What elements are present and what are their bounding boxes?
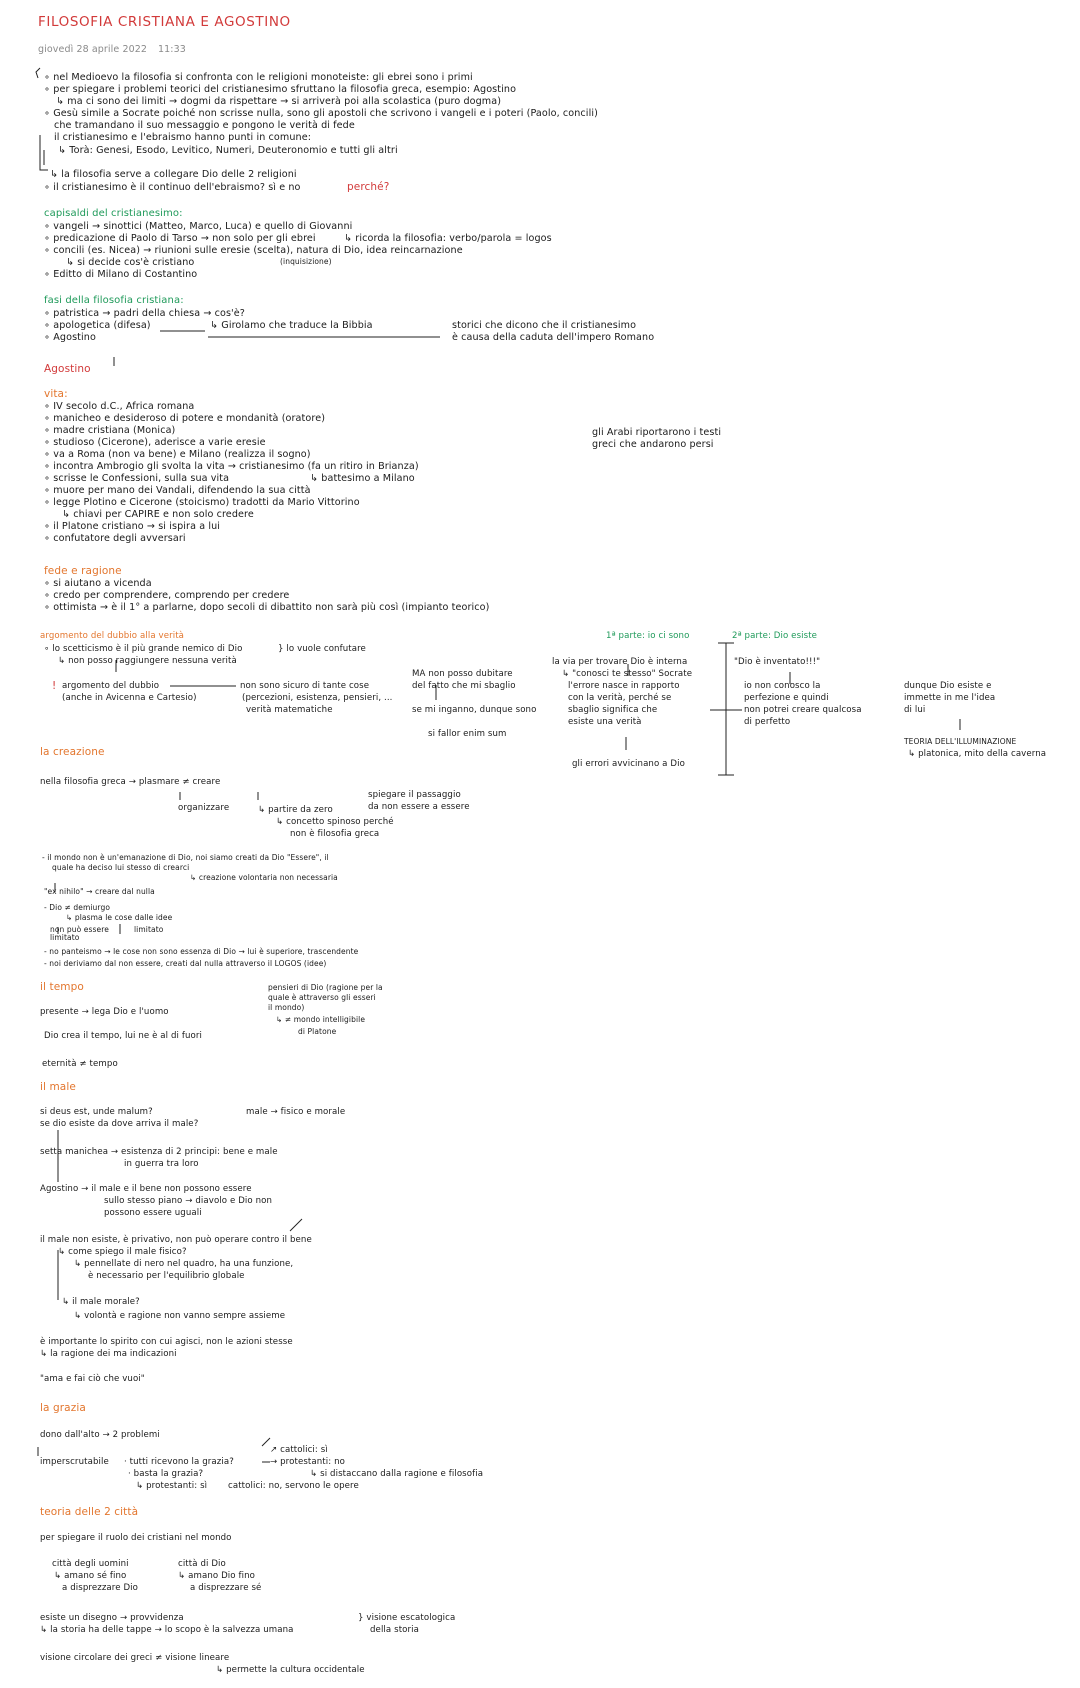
citta-line: a disprezzare sé xyxy=(190,1583,262,1593)
vita-line: ∘ il Platone cristiano → si ispira a lui xyxy=(44,521,221,532)
creazione-line: organizzare xyxy=(178,803,230,813)
dubbio-line: verità matematiche xyxy=(246,705,333,715)
intro-line: ↳ ma ci sono dei limiti → dogmi da rispettare → si arriverà poi alla scolastica (puro dogma) xyxy=(56,96,502,107)
citta-line: ↳ la storia ha delle tappe → lo scopo è la salvezza umana xyxy=(40,1625,294,1635)
grazia-line: imperscrutabile xyxy=(40,1457,109,1467)
male-line: ↳ pennellate di nero nel quadro, ha una funzione, xyxy=(74,1259,294,1269)
section-heading-citta: teoria delle 2 città xyxy=(40,1506,139,1518)
fasi-line: storici che dicono che il cristianesimo xyxy=(452,320,637,331)
dubbio-line: dunque Dio esiste e xyxy=(904,681,992,691)
creazione-line: - il mondo non è un'emanazione di Dio, noi siamo creati da Dio "Essere", il xyxy=(42,853,329,862)
creazione-line: non è filosofia greca xyxy=(290,829,380,839)
creazione-line: ↳ partire da zero xyxy=(258,805,333,815)
vita-line: ∘ confutatore degli avversari xyxy=(44,533,186,544)
grazia-line: ↳ protestanti: sì xyxy=(136,1481,208,1491)
intro-line: ↳ la filosofia serve a collegare Dio delle 2 religioni xyxy=(50,169,297,180)
citta-line: città degli uomini xyxy=(52,1559,129,1569)
citta-line: a disprezzare Dio xyxy=(62,1583,139,1593)
dubbio-line: l'errore nasce in rapporto xyxy=(568,681,680,691)
citta-line: città di Dio xyxy=(178,1559,226,1569)
citta-line: per spiegare il ruolo dei cristiani nel mondo xyxy=(40,1533,232,1543)
creazione-line: da non essere a essere xyxy=(368,802,470,812)
section-heading-agostino: Agostino xyxy=(44,363,91,375)
fasi-line: ∘ Agostino xyxy=(44,332,96,343)
male-line: in guerra tra loro xyxy=(124,1159,199,1169)
capisaldi-line: ∘ vangeli → sinottici (Matteo, Marco, Luca) e quello di Giovanni xyxy=(44,221,353,232)
capisaldi-note: (inquisizione) xyxy=(280,257,332,266)
dubbio-line: argomento del dubbio xyxy=(62,681,160,691)
dubbio-line: ↳ "conosci te stesso" Socrate xyxy=(562,669,693,679)
fasi-line: ∘ apologetica (difesa) xyxy=(44,320,151,331)
page-title: FILOSOFIA CRISTIANA E AGOSTINO xyxy=(38,14,291,30)
male-line: è importante lo spirito con cui agisci, non le azioni stesse xyxy=(40,1337,293,1347)
fasi-line: è causa della caduta dell'impero Romano xyxy=(452,332,655,343)
vita-line: ∘ madre cristiana (Monica) xyxy=(44,425,176,436)
capisaldi-line: ↳ ricorda la filosofia: verbo/parola = logos xyxy=(344,233,552,244)
section-heading-fasi: fasi della filosofia cristiana: xyxy=(44,295,184,306)
section-heading-capisaldi: capisaldi del cristianesimo: xyxy=(44,208,183,219)
dubbio-line: con la verità, perché se xyxy=(568,693,672,703)
dubbio-line: MA non posso dubitare xyxy=(412,669,513,679)
fede-line: ∘ si aiutano a vicenda xyxy=(44,578,152,589)
dubbio-line: non potrei creare qualcosa xyxy=(744,705,862,715)
dubbio-line: di perfetto xyxy=(744,717,791,727)
male-line: "ama e fai ciò che vuoi" xyxy=(40,1374,145,1384)
grazia-line: → protestanti: no xyxy=(270,1457,345,1467)
vita-line: ∘ incontra Ambrogio gli svolta la vita → cristianesimo (fa un ritiro in Brianza) xyxy=(44,461,419,472)
creazione-line: ↳ plasma le cose dalle idee xyxy=(66,913,173,922)
intro-line: il cristianesimo e l'ebraismo hanno punti in comune: xyxy=(54,132,312,143)
vita-line: ∘ scrisse le Confessioni, sulla sua vita xyxy=(44,473,230,484)
citta-line: ↳ amano Dio fino xyxy=(178,1571,255,1581)
creazione-line: - no panteismo → le cose non sono essenza di Dio → lui è superiore, trascendente xyxy=(44,947,359,956)
vita-line: ↳ chiavi per CAPIRE e non solo credere xyxy=(62,509,254,520)
section-heading-fede: fede e ragione xyxy=(44,565,122,577)
creazione-line: spiegare il passaggio xyxy=(368,790,461,800)
dubbio-line: immette in me l'idea xyxy=(904,693,996,703)
citta-line: ↳ amano sé fino xyxy=(54,1571,127,1581)
vita-line: ∘ studioso (Cicerone), aderisce a varie eresie xyxy=(44,437,266,448)
vita-line: ↳ battesimo a Milano xyxy=(310,473,415,484)
intro-question: perché? xyxy=(347,181,390,193)
male-line: se dio esiste da dove arriva il male? xyxy=(40,1119,199,1129)
citta-line: esiste un disegno → provvidenza xyxy=(40,1613,184,1623)
grazia-line: · basta la grazia? xyxy=(128,1469,204,1479)
creazione-line: non può essere xyxy=(50,925,109,934)
creazione-line: - Dio ≠ demiurgo xyxy=(44,903,111,912)
fasi-line: ↳ Girolamo che traduce la Bibbia xyxy=(210,320,373,331)
section-heading-vita: vita: xyxy=(44,388,68,400)
vita-line: ∘ muore per mano dei Vandali, difendendo la sua città xyxy=(44,485,311,496)
citta-line: visione circolare dei greci ≠ visione lineare xyxy=(40,1653,230,1663)
dubbio-line: del fatto che mi sbaglio xyxy=(412,681,516,691)
male-line: possono essere uguali xyxy=(104,1208,202,1218)
dubbio-line: (anche in Avicenna e Cartesio) xyxy=(62,693,197,703)
male-line: ↳ come spiego il male fisico? xyxy=(58,1247,187,1257)
vita-line: ∘ manicheo e desideroso di potere e mondanità (oratore) xyxy=(44,413,326,424)
fede-line: ∘ credo per comprendere, comprendo per credere xyxy=(44,590,290,601)
creazione-line: nella filosofia greca → plasmare ≠ creare xyxy=(40,777,221,787)
capisaldi-line: ∘ concili (es. Nicea) → riunioni sulle eresie (scelta), natura di Dio, idea reincarnazione xyxy=(44,245,463,256)
tempo-line: pensieri di Dio (ragione per la xyxy=(268,983,383,992)
tempo-line: presente → lega Dio e l'uomo xyxy=(40,1007,169,1017)
dubbio-line: perfezione e quindi xyxy=(744,693,829,703)
section-heading-grazia: la grazia xyxy=(40,1402,86,1414)
male-line: si deus est, unde malum? xyxy=(40,1107,153,1117)
intro-line: ↳ Torà: Genesi, Esodo, Levitico, Numeri, Deuteronomio e tutti gli altri xyxy=(58,145,398,156)
creazione-line: "ex nihilo" → creare dal nulla xyxy=(44,887,155,896)
section-heading-creazione: la creazione xyxy=(40,746,105,758)
grazia-line: dono dall'alto → 2 problemi xyxy=(40,1430,160,1440)
section-heading-male: il male xyxy=(40,1081,76,1093)
fede-line: ∘ ottimista → è il 1° a parlarne, dopo secoli di dibattito non sarà più così (impianto teorico) xyxy=(44,602,490,613)
grazia-line: ↳ si distaccano dalla ragione e filosofia xyxy=(310,1469,484,1479)
male-line: Agostino → il male e il bene non possono essere xyxy=(40,1184,252,1194)
dubbio-line: gli errori avvicinano a Dio xyxy=(572,759,685,769)
grazia-line: ↗ cattolici: sì xyxy=(270,1445,328,1455)
vita-side-note: gli Arabi riportarono i testi xyxy=(592,427,722,438)
male-line: ↳ il male morale? xyxy=(62,1297,140,1307)
capisaldi-line: ↳ si decide cos'è cristiano xyxy=(66,257,195,268)
male-line: è necessario per l'equilibrio globale xyxy=(88,1271,245,1281)
male-line: ↳ volontà e ragione non vanno sempre assieme xyxy=(74,1311,286,1321)
male-line: ↳ la ragione dei ma indicazioni xyxy=(40,1349,177,1359)
dubbio-line: di lui xyxy=(904,705,926,715)
dubbio-line: } lo vuole confutare xyxy=(278,644,366,654)
intro-line: ∘ Gesù simile a Socrate poiché non scrisse nulla, sono gli apostoli che scrivono i vangeli e i poteri (Paolo, concili) xyxy=(44,108,598,119)
dubbio-line: ↳ non posso raggiungere nessuna verità xyxy=(58,656,237,666)
capisaldi-line: ∘ Editto di Milano di Costantino xyxy=(44,269,198,280)
intro-line: ∘ il cristianesimo è il continuo dell'ebraismo? sì e no xyxy=(44,182,301,193)
tempo-line: eternità ≠ tempo xyxy=(42,1059,118,1069)
tempo-line: di Platone xyxy=(298,1027,337,1036)
intro-line: ∘ per spiegare i problemi teorici del cristianesimo sfruttano la filosofia greca, esempio: Agostino xyxy=(44,84,517,95)
intro-line: che tramandano il suo messaggio e pongono le verità di fede xyxy=(54,120,355,131)
dubbio-line: ↳ platonica, mito della caverna xyxy=(908,749,1047,759)
creazione-line: limitato xyxy=(50,933,80,942)
grazia-line: cattolici: no, servono le opere xyxy=(228,1481,359,1491)
vita-line: ∘ va a Roma (non va bene) e Milano (realizza il sogno) xyxy=(44,449,311,460)
creazione-line: ↳ concetto spinoso perché xyxy=(276,817,394,827)
creazione-line: ↳ creazione volontaria non necessaria xyxy=(190,873,338,882)
note-time: 11:33 xyxy=(158,44,186,55)
dubbio-line: io non conosco la xyxy=(744,681,821,691)
dubbio-line: si fallor enim sum xyxy=(428,729,507,739)
vita-line: ∘ legge Plotino e Cicerone (stoicismo) tradotti da Mario Vittorino xyxy=(44,497,360,508)
male-line: setta manichea → esistenza di 2 principi: bene e male xyxy=(40,1147,278,1157)
creazione-line: - noi deriviamo dal non essere, creati dal nulla attraverso il LOGOS (idee) xyxy=(44,959,327,968)
note-date: giovedì 28 aprile 2022 xyxy=(38,44,148,55)
capisaldi-line: ∘ predicazione di Paolo di Tarso → non solo per gli ebrei xyxy=(44,233,316,244)
alert-mark-icon: ! xyxy=(52,680,57,692)
intro-line: ∘ nel Medioevo la filosofia si confronta con le religioni monoteiste: gli ebrei sono i primi xyxy=(44,72,473,83)
male-line: il male non esiste, è privativo, non può operare contro il bene xyxy=(40,1235,312,1245)
tempo-line: quale è attraverso gli esseri xyxy=(268,993,376,1002)
tempo-line: Dio crea il tempo, lui ne è al di fuori xyxy=(44,1031,203,1041)
citta-line: della storia xyxy=(370,1625,420,1635)
dubbio-line: TEORIA DELL'ILLUMINAZIONE xyxy=(904,737,1017,746)
creazione-line: limitato xyxy=(134,925,164,934)
creazione-line: quale ha deciso lui stesso di crearci xyxy=(52,863,190,872)
dubbio-line: "Dio è inventato!!!" xyxy=(734,657,821,667)
citta-line: ↳ permette la cultura occidentale xyxy=(216,1665,365,1675)
dubbio-line: se mi inganno, dunque sono xyxy=(412,705,537,715)
section-heading-tempo: il tempo xyxy=(40,981,84,993)
dubbio-line: (percezioni, esistenza, pensieri, ... xyxy=(242,693,393,703)
male-line: sullo stesso piano → diavolo e Dio non xyxy=(104,1196,273,1206)
section-heading-dubbio: argomento del dubbio alla verità xyxy=(40,631,185,641)
dubbio-line: la via per trovare Dio è interna xyxy=(552,657,688,667)
dubbio-part-two: 2ª parte: Dio esiste xyxy=(732,631,818,641)
vita-side-note: greci che andarono persi xyxy=(592,439,714,450)
tempo-line: il mondo) xyxy=(268,1003,305,1012)
dubbio-line: esiste una verità xyxy=(568,717,642,727)
citta-line: } visione escatologica xyxy=(358,1613,456,1623)
dubbio-line: ∘ lo scetticismo è il più grande nemico di Dio xyxy=(44,644,243,654)
dubbio-line: non sono sicuro di tante cose xyxy=(240,681,370,691)
male-line: male → fisico e morale xyxy=(246,1107,346,1117)
tempo-line: ↳ ≠ mondo intelligibile xyxy=(276,1015,366,1024)
dubbio-part-one: 1ª parte: io ci sono xyxy=(606,631,690,641)
grazia-line: · tutti ricevono la grazia? xyxy=(124,1457,234,1467)
dubbio-line: sbaglio significa che xyxy=(568,705,658,715)
fasi-line: ∘ patristica → padri della chiesa → cos'è? xyxy=(44,308,245,319)
vita-line: ∘ IV secolo d.C., Africa romana xyxy=(44,401,195,412)
